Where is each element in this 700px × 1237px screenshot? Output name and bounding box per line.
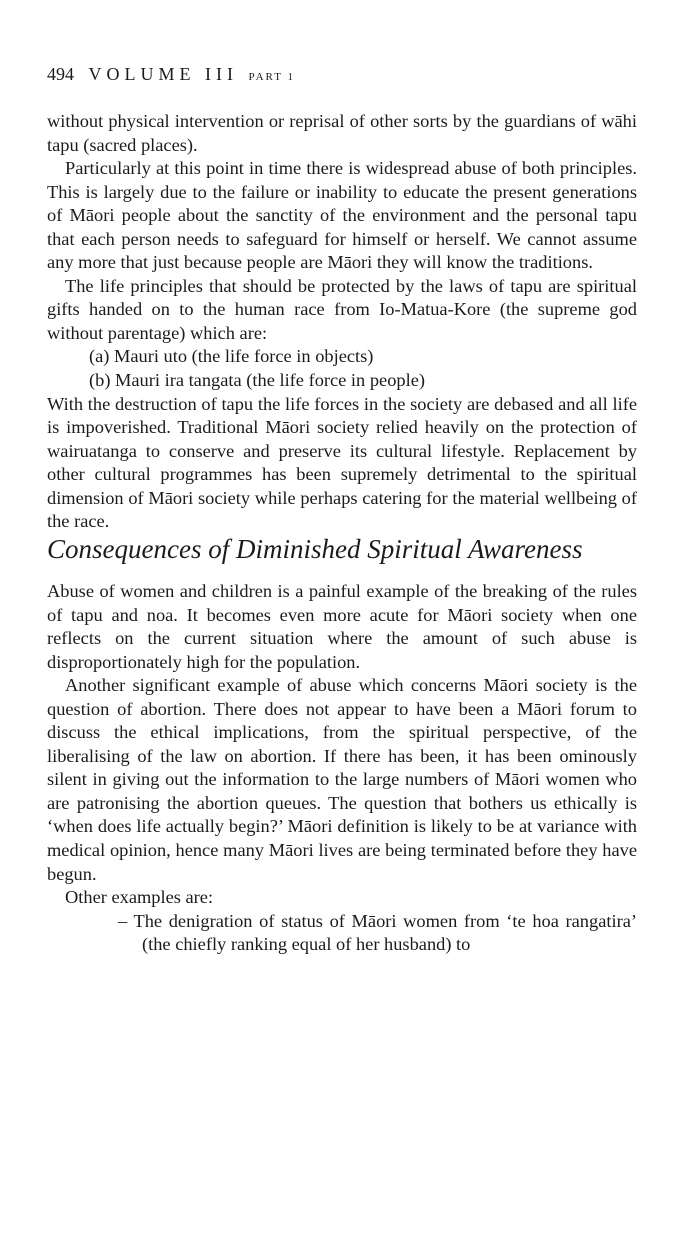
paragraph: Abuse of women and children is a painful example of the breaking of the rules of tapu and noa. It becomes even more acute for Māori society when one reflects on the current situation where the amount of such abuse is disproportionately high for the population. [47, 581, 637, 672]
running-header [47, 64, 295, 85]
list-item: (a) Mauri uto (the life force in objects) [89, 346, 374, 367]
paragraph: Another significant example of abuse which concerns Māori society is the question of abortion. There does not appear to have been a Māori forum to discuss the ethical implications, from the spiritual perspective, of the liberalising of the law on abortion. If there has been, it has been ominously silent in giving out the information to the large numbers of Māori women who are patronising the abortion queues. The question that bothers us ethically is ‘when does life actually begin?’ Māori definition is likely to be at variance with medical opinion, hence many Māori lives are being terminated before they have begun. [47, 675, 637, 884]
list-item: (b) Mauri ira tangata (the life force in people) [89, 370, 425, 391]
paragraph: without physical intervention or reprisal of other sorts by the guardians of wāhi tapu (sacred places). [47, 111, 637, 155]
paragraph: With the destruction of tapu the life forces in the society are debased and all life is impoverished. Traditional Māori society relied heavily on the protection of wairuatanga to conserve and preserve its cultural lifestyle. Replacement by other cultural programmes has been supremely detrimental to the spiritual dimension of Māori society while perhaps catering for the material wellbeing of the race. [47, 393, 637, 532]
body-text-section-1 [47, 110, 637, 534]
part-label: PART 1 [248, 71, 295, 83]
page-number: 494 [47, 64, 74, 84]
list-item: – The denigration of status of Māori women from ‘te hoa rangatira’ (the chiefly ranking equal of her husband) to [118, 910, 637, 955]
volume-label: VOLUME III [88, 64, 238, 84]
paragraph: Particularly at this point in time there is widespread abuse of both principles. This is largely due to the failure or inability to educate the present generations of Māori people about the sanctity of the environment and the personal tapu that each person needs to safeguard for himself or herself. We cannot assume any more that just because people are Māori they will know the traditions. [47, 158, 637, 273]
body-text-section-2 [47, 580, 637, 957]
paragraph: Other examples are: [65, 887, 214, 908]
section-heading: Consequences of Diminished Spiritual Awareness [47, 534, 583, 564]
paragraph: The life principles that should be protected by the laws of tapu are spiritual gifts handed on to the human race from Io-Matua-Kore (the supreme god without parentage) which are: [47, 275, 637, 343]
